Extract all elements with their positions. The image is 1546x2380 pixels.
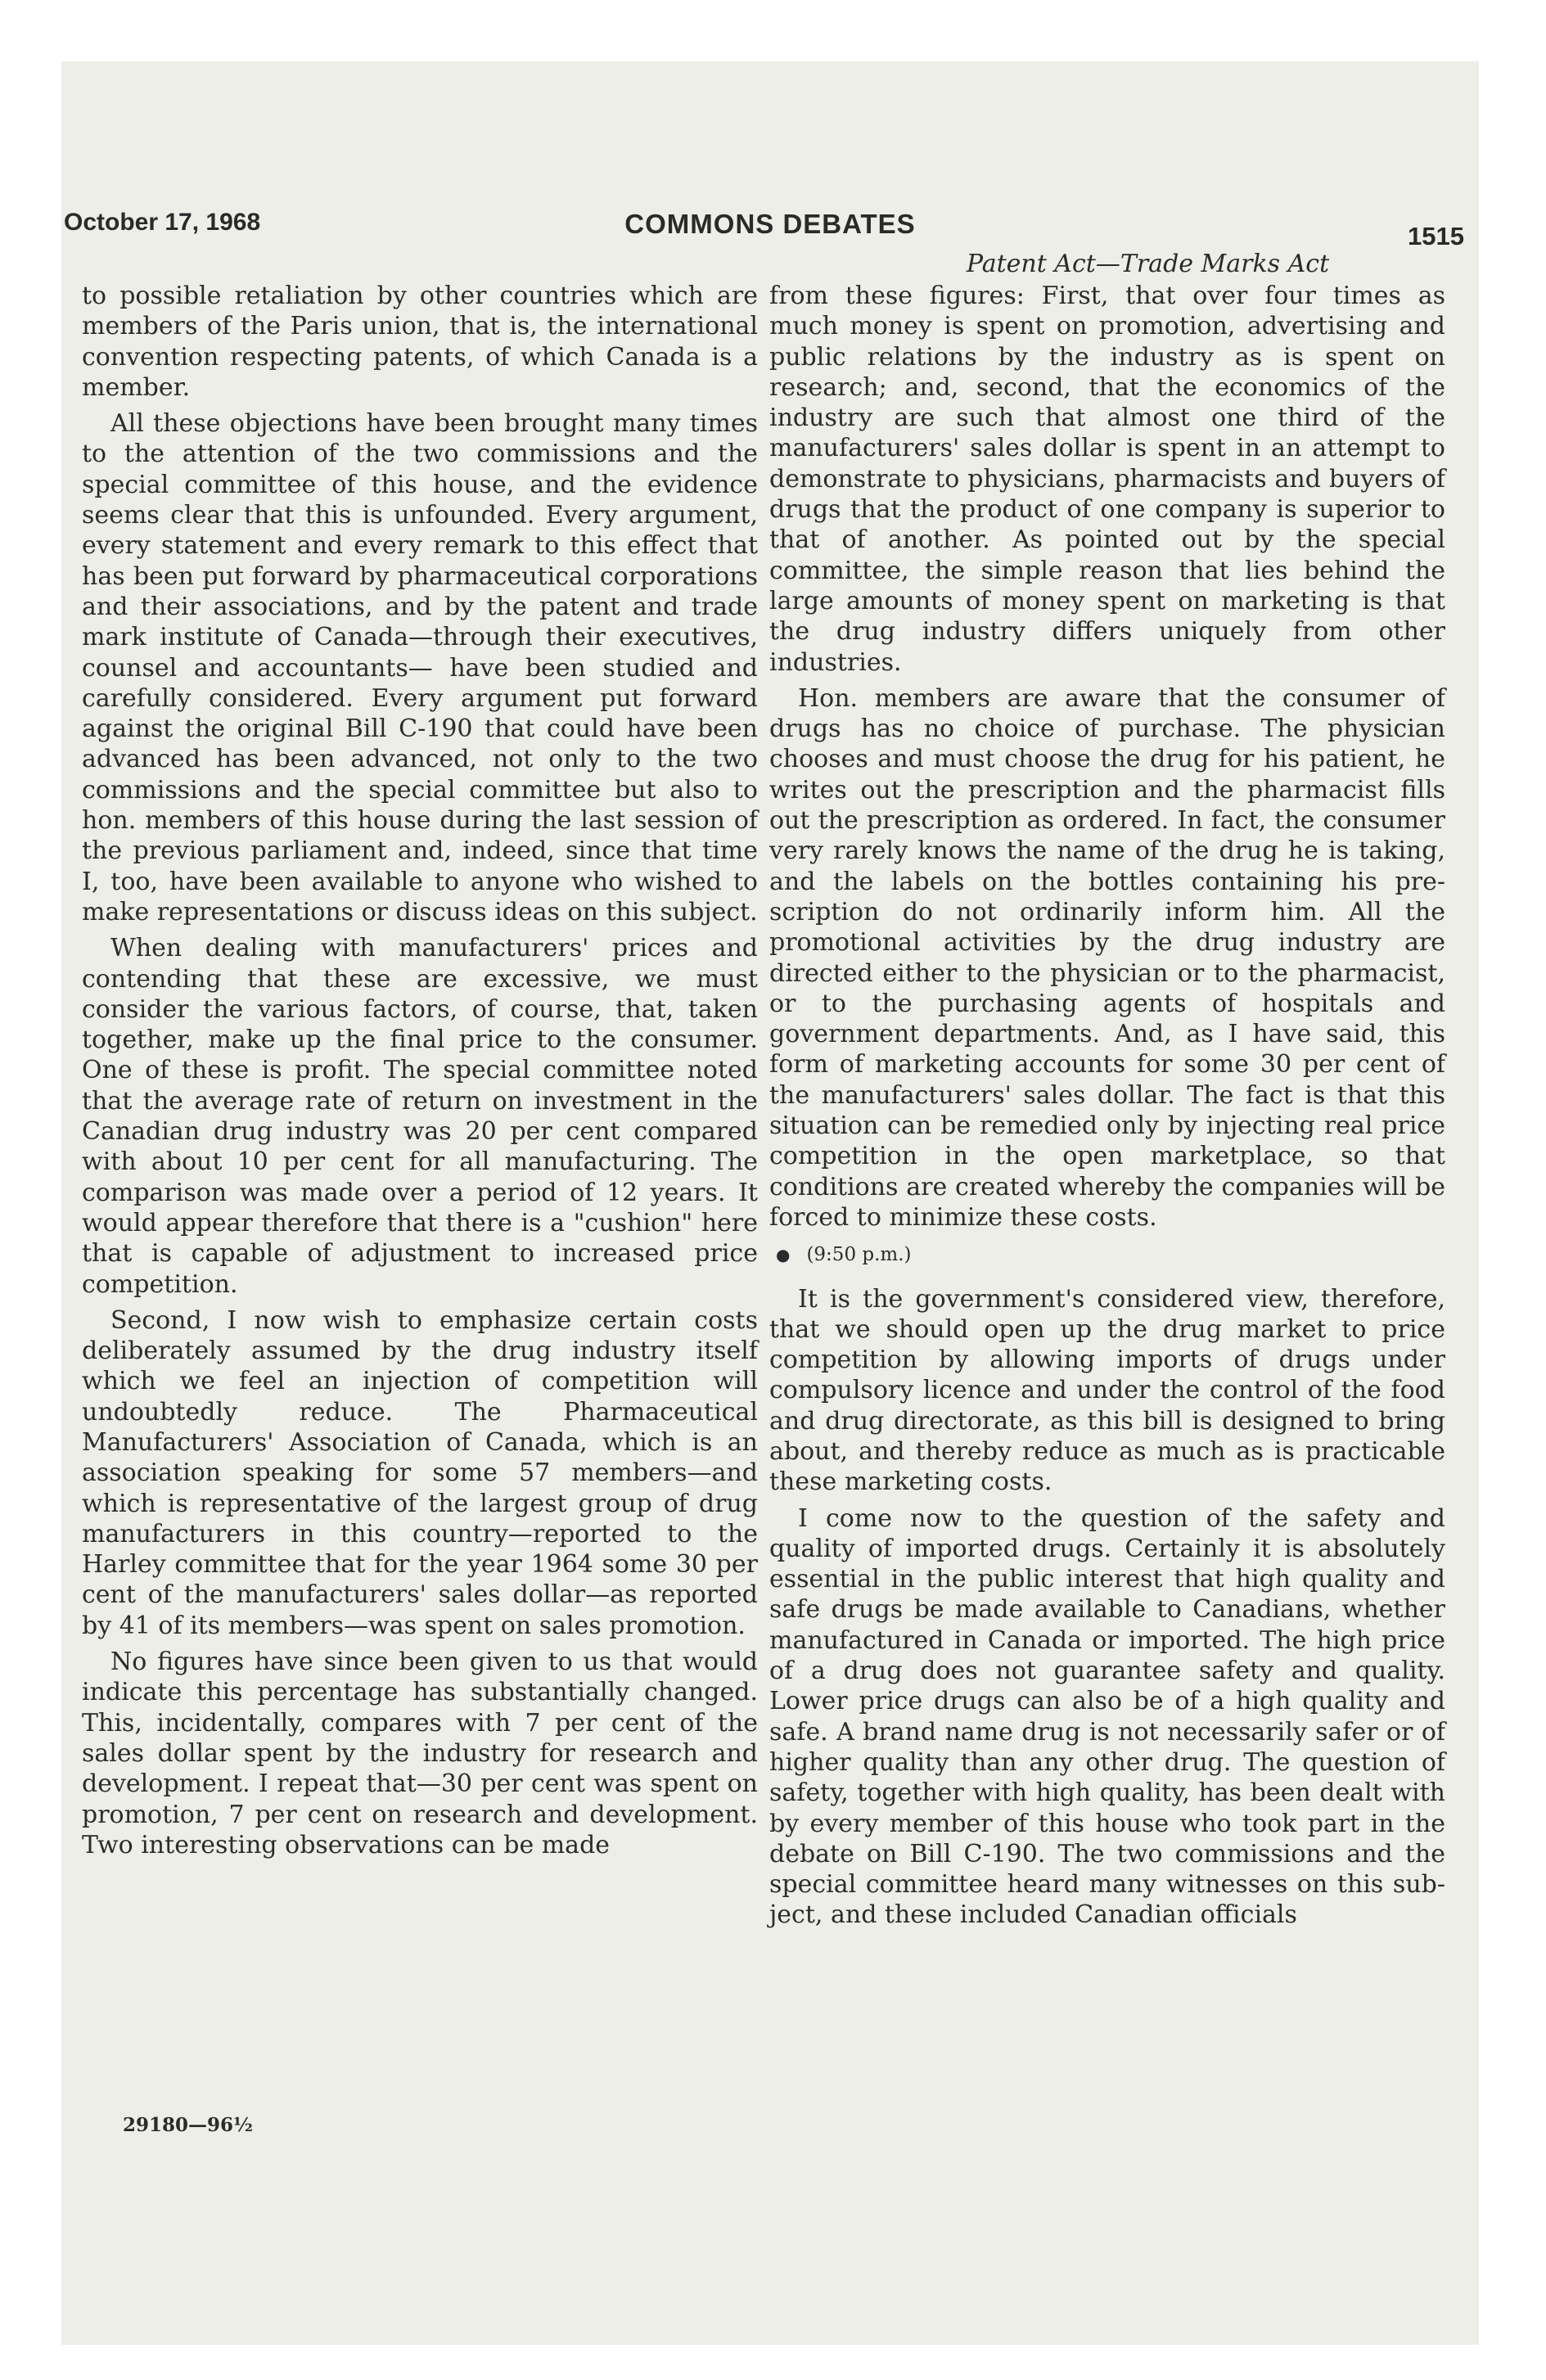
paragraph: Hon. members are aware that the consumer of drugs has no choice of purchase. The physician chooses and must choose the drug for his patient, he writes out the prescription and the pharmacist fills out the prescription as ordered. In fact, the consumer very rarely knows the name of the drug he is taking, and the labels on the bottles containing his prescription do not ordinarily inform him. All the promotional activities by the drug industry are directed either to the physician or to the pharmacist, or to the purchasing agents of hospitals and government departments. And, as I have said, this form of marketing accounts for some 30 per cent of the manufacturers' sales dollar. The fact is that this situation can be remedied only by injecting real price competition in the open marketplace, so that conditions are created whereby the companies will be forced to minimize these costs. xyxy=(769,683,1445,1232)
paragraph: When dealing with manufacturers' prices and contending that these are excessive, we must consider the various factors, of course, that, taken together, make up the final price to the consumer. One of these is profit. The special committee noted that the average rate of return on investment in the Canadian drug industry was 20 per cent compared with about 10 per cent for all manufacturing. The comparison was made over a period of 12 years. It would appear therefore that there is a "cushion" here that is capable of adjustment to increased price competition. xyxy=(82,934,758,1299)
paragraph: All these objections have been brought many times to the attention of the two commissions and the special committee of this house, and the evidence seems clear that this is unfounded. Every argument, every statement and every remark to this effect that has been put forward by pharmaceutical corporations and their associations, and by the patent and trade mark institute of Canada—through their executives, counsel and accountants— have been studied and carefully considered. Every argument put forward against the original Bill C-190 that could have been advanced has been advanced, not only to the two commissions and the special committee but also to hon. members of this house during the last session of the previous parliament and, indeed, since that time I, too, have been available to anyone who wished to make representations or discuss ideas on this subject. xyxy=(82,409,758,926)
paragraph: No figures have since been given to us that would indicate this percentage has substantially changed. This, incidentally, compares with 7 per cent of the sales dollar spent by the industry for research and development. I repeat that—30 per cent was spent on promotion, 7 per cent on research and development. Two interesting observations can be made xyxy=(82,1648,758,1859)
hansard-page xyxy=(61,61,1479,2345)
bullet-icon: ● xyxy=(776,1245,791,1265)
paragraph: Second, I now wish to emphasize certain costs deliberately assumed by the drug industry itself which we feel an injection of competition will undoubtedly reduce. The Pharmaceutical Manufacturers' Association of Canada, which is an association speaking for some 57 members—and which is representative of the largest group of drug manufacturers in this country—reported to the Harley committee that for the year 1964 some 30 per cent of the manufacturers' sales dollar—as reported by 41 of its members—was spent on sales promotion. xyxy=(82,1305,758,1640)
header-date: October 17, 1968 xyxy=(64,209,261,236)
paragraph: It is the government's considered view, therefore, that we should open up the drug market to price competition by allowing imports of drugs under compulsory licence and under the control of the food and drug directorate, as this bill is designed to bring about, and thereby reduce as much as is practicable these marketing costs. xyxy=(769,1284,1445,1497)
section-subheading: Patent Act—Trade Marks Act xyxy=(966,250,1330,278)
header-page-number: 1515 xyxy=(1408,222,1464,250)
right-column xyxy=(769,281,1445,1936)
printer-code: 29180—96½ xyxy=(123,2114,254,2136)
left-column xyxy=(82,281,758,1866)
paragraph: I come now to the question of the safety and quality of imported drugs. Certainly it is absolutely essential in the public interest that high quality and safe drugs be made available to Canadians, whether manufactured in Canada or imported. The high price of a drug does not guarantee safety and quality. Lower price drugs can also be of a high quality and safe. A brand name drug is not necessarily safer or of higher quality than any other drug. The question of safety, together with high quality, has been dealt with by every member of this house who took part in the debate on Bill C-190. The two commissions and the special committee heard many witnesses on this subject, and these included Canadian officials xyxy=(769,1503,1445,1930)
header-title: COMMONS DEBATES xyxy=(624,209,916,239)
time-stamp-text: (9:50 p.m.) xyxy=(806,1244,912,1266)
paragraph: from these figures: First, that over four times as much money is spent on promotion, advertising and public relations by the industry as is spent on research; and, second, that the economics of the industry are such that almost one third of the manufacturers' sales dollar is spent in an attempt to demonstrate to physicians, pharmacists and buyers of drugs that the product of one company is superior to that of another. As pointed out by the special committee, the simple reason that lies behind the large amounts of money spent on marketing is that the drug industry differs uniquely from other industries. xyxy=(769,282,1445,677)
paragraph: to possible retaliation by other countries which are members of the Paris union, that is, the international convention respecting patents, of which Canada is a member. xyxy=(82,282,758,402)
time-stamp xyxy=(769,1240,1445,1270)
